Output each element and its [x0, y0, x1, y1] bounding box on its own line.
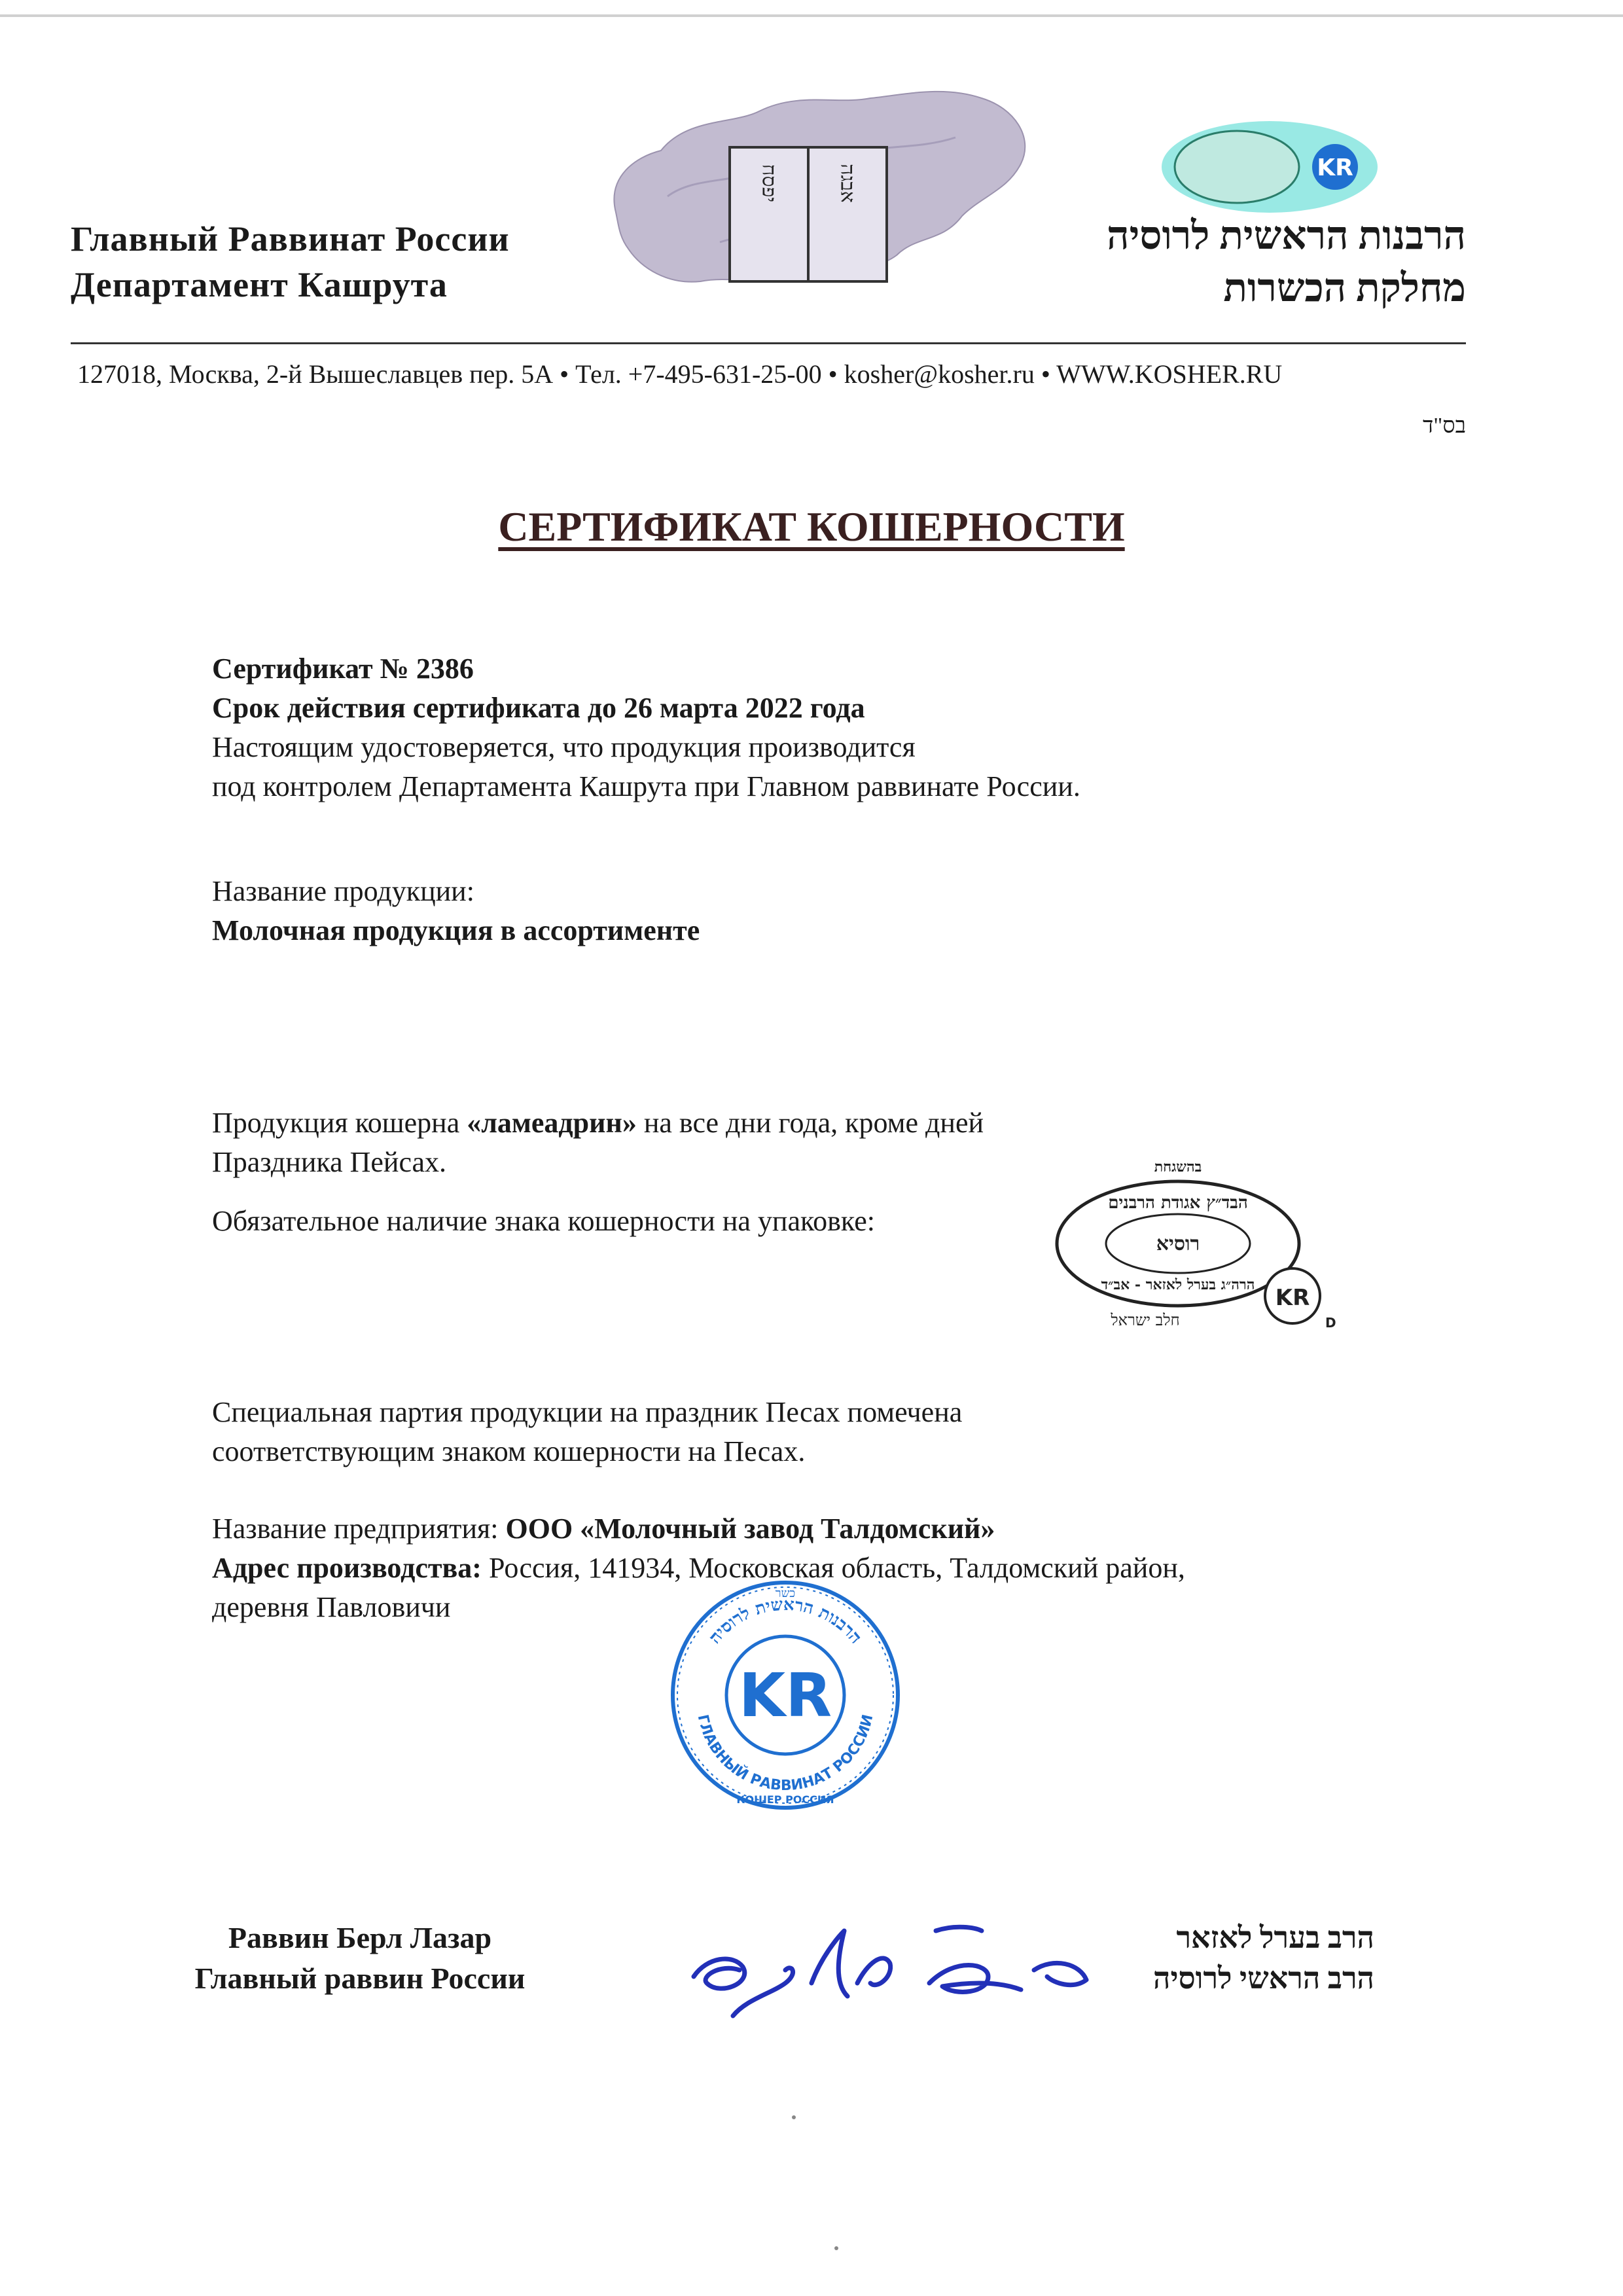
kosher-mark-rabbi: הרה״ג בערל לאזאר - אב״ד [1101, 1276, 1255, 1293]
seal-bottom-text: ГЛАВНЫЙ РАВВИНАТ РОССИИ [694, 1713, 877, 1795]
product-label: Название продукции: [212, 875, 474, 907]
kosher-status-prefix: Продукция кошерна [212, 1107, 467, 1139]
seal-kr-logo: KR [738, 1660, 832, 1731]
kosher-mark-country: רוסיא [1156, 1232, 1200, 1255]
enterprise-name: ООО «Молочный завод Талдомский» [505, 1513, 995, 1545]
kosher-mark-bottom: חלב ישראל [1111, 1311, 1180, 1329]
enterprise-address-label: Адрес производства: [212, 1552, 482, 1584]
handwritten-signature [681, 1885, 1099, 2042]
product-block [212, 872, 700, 950]
tablet-left-text: יפסח [757, 164, 781, 203]
kosher-status-suffix: на все дни года, кроме дней [636, 1107, 984, 1139]
kosher-mark-top-text: בהשגחת [1154, 1158, 1202, 1175]
certificate-validity: Срок действия сертификата до 26 марта 2022 года [212, 692, 865, 724]
page-top-border [0, 14, 1623, 17]
kosher-status-line1 [212, 1103, 984, 1143]
kosher-mark-ring-text: הבד״ץ אגודת הרבנים [1108, 1193, 1248, 1213]
svg-text:KR: KR [1317, 154, 1353, 181]
kosher-status-line2: Праздника Пейсах. [212, 1146, 447, 1178]
enterprise-name-line [212, 1509, 1390, 1549]
document-title: СЕРТИФИКАТ КОШЕРНОСТИ [498, 503, 1125, 550]
kr-emblem-logo [1158, 118, 1381, 216]
certificate-block [212, 649, 1080, 806]
enterprise-name-label: Название предприятия: [212, 1513, 506, 1545]
signatory-ru-name: Раввин Берл Лазар [228, 1921, 492, 1954]
kosher-mark-d: D [1325, 1315, 1336, 1331]
passover-line2: соответствующим знаком кошерности на Песах. [212, 1435, 806, 1467]
signatory-he-name: הרב בערל לאזאר [1176, 1921, 1374, 1954]
certificate-number: Сертификат № 2386 [212, 653, 474, 685]
rabbinate-seal [661, 1571, 910, 1820]
certificate-statement-line2: под контролем Департамента Кашрута при Главном раввинате России. [212, 770, 1080, 802]
passover-line1: Специальная партия продукции на праздник Песах помечена [212, 1396, 963, 1428]
contact-address: 127018, Москва, 2-й Вышеславцев пер. 5А • Тел. +7-495-631-25-00 • kosher@kosher.ru • WWW.KOSHER.RU [77, 359, 1283, 389]
russia-map-logo [589, 79, 1041, 295]
enterprise-address-line2: деревня Павловичи [212, 1591, 451, 1623]
org-name-ru-line2: Департамент Кашрута [71, 265, 448, 304]
signatory-he [1153, 1918, 1374, 1999]
tablet-right-text: אבגה [836, 164, 859, 203]
header-divider [71, 342, 1466, 344]
kosher-mark-kr: KR [1275, 1285, 1310, 1311]
signatory-he-title: הרב הראשי לרוסיה [1152, 1962, 1374, 1995]
bsd-mark: בס"ד [1423, 414, 1466, 438]
org-name-ru [71, 216, 510, 308]
enterprise-address: Россия, 141934, Московская область, Талдомский район, [481, 1552, 1185, 1584]
certificate-statement-line1: Настоящим удостоверяется, что продукция производится [212, 731, 916, 763]
kosher-mark-stamp [1047, 1152, 1342, 1335]
org-name-ru-line1: Главный Раввинат России [71, 219, 510, 259]
seal-footer-text: КОШЕР РОССИЯ [736, 1793, 834, 1806]
kosher-status-block [212, 1103, 984, 1182]
seal-small-top: כשר [775, 1587, 796, 1600]
signatory-ru-title: Главный раввин России [194, 1962, 526, 1995]
scan-speck [834, 2246, 838, 2250]
product-name: Молочная продукция в ассортименте [212, 914, 700, 946]
signatory-ru [157, 1918, 563, 1999]
kosher-mark-required: Обязательное наличие знака кошерности на упаковке: [212, 1205, 875, 1237]
org-name-he-line1: הרבנות הראשית לרוסיה [1107, 214, 1466, 257]
passover-block [212, 1393, 962, 1471]
scan-speck [792, 2115, 796, 2119]
seal-top-text: הרבנות הראשית לרוסיה [705, 1594, 866, 1648]
kosher-level: «ламеадрин» [467, 1107, 637, 1139]
org-name-he [1107, 209, 1466, 314]
org-name-he-line2: מחלקת הכשרות [1223, 266, 1466, 310]
